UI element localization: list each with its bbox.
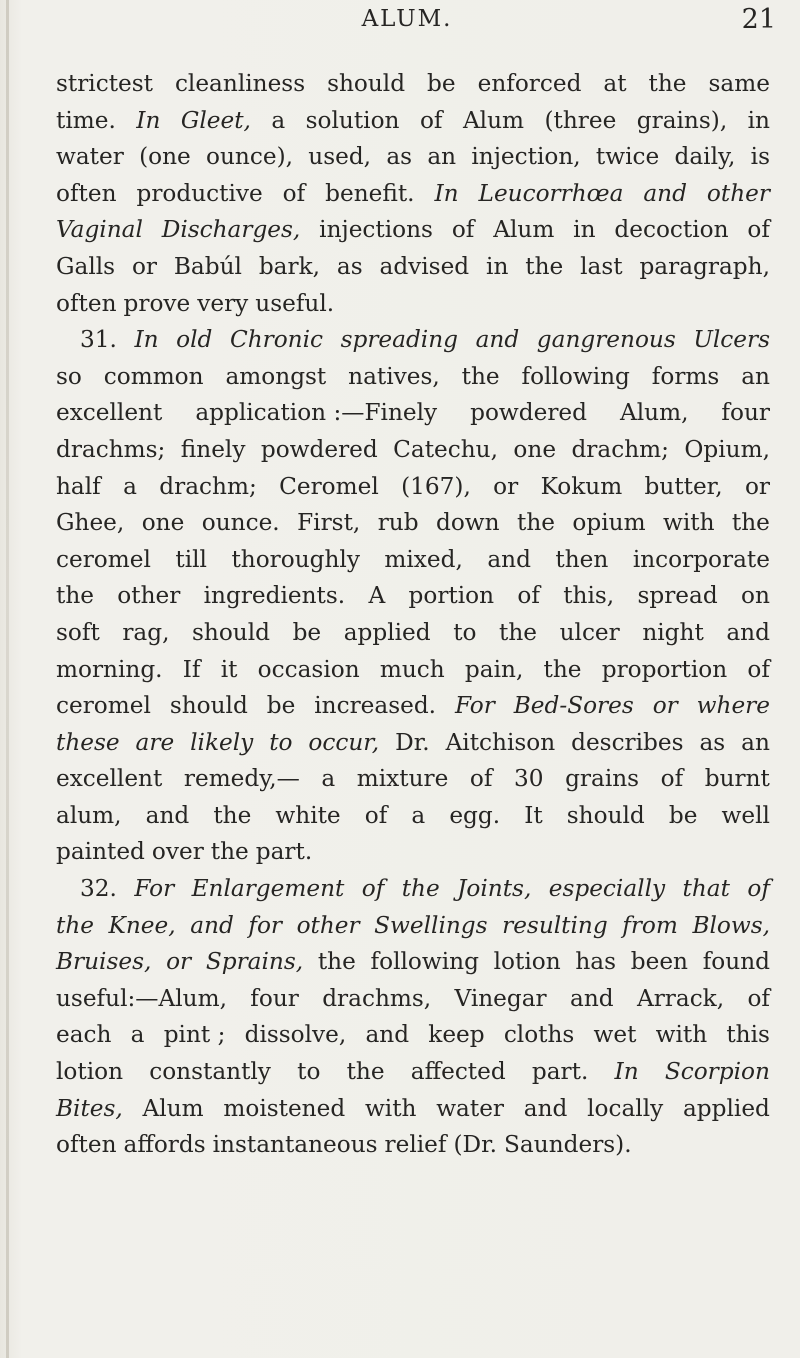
word: be — [266, 692, 296, 720]
word: strictest — [56, 70, 153, 97]
word: excellent — [56, 399, 163, 427]
word: has — [575, 948, 617, 976]
text-line — [56, 322, 770, 359]
word: twice — [595, 143, 660, 171]
word: bark, — [258, 252, 321, 280]
text-line — [56, 212, 770, 249]
word: the — [56, 911, 94, 939]
word: a — [130, 1021, 145, 1049]
word: Ghee, — [56, 509, 125, 537]
word: paragraph, — [639, 252, 770, 280]
word: solution — [305, 106, 400, 134]
word: are — [135, 728, 175, 756]
word: the — [317, 948, 356, 976]
word: each — [56, 1021, 112, 1049]
text-line — [56, 395, 770, 432]
word: Knee, — [108, 911, 176, 939]
word: Blows, — [692, 911, 770, 939]
word: likely — [190, 728, 254, 756]
word: 31. — [80, 326, 117, 354]
word: the — [401, 875, 440, 903]
word: in — [573, 216, 596, 244]
word: excellent — [56, 765, 163, 793]
text-line — [56, 798, 770, 835]
page-number: 21 — [741, 4, 776, 35]
word: useful. — [255, 289, 335, 317]
word: other — [296, 911, 360, 939]
text-line — [56, 871, 770, 908]
word: butter, — [644, 472, 723, 500]
word: four — [721, 399, 770, 427]
word: egg. — [449, 801, 501, 829]
word: Leucorrhœa — [478, 179, 624, 207]
word: and — [523, 1094, 568, 1122]
word: at — [603, 70, 627, 97]
word: water — [56, 143, 124, 171]
word: Saunders). — [504, 1131, 632, 1159]
word: over — [151, 838, 204, 866]
word: Bed-Sores — [513, 692, 634, 720]
word: wet — [593, 1021, 637, 1049]
word: Enlargement — [191, 875, 345, 903]
word: and — [643, 179, 687, 207]
word: of — [364, 801, 388, 829]
word: the — [731, 509, 770, 537]
word: and — [145, 801, 190, 829]
word: these — [56, 728, 120, 756]
word: affected — [410, 1058, 506, 1086]
word: a — [271, 106, 286, 134]
text-line — [56, 249, 770, 286]
word: of — [747, 984, 770, 1012]
word: in — [747, 106, 770, 134]
word: powdered — [470, 399, 587, 427]
word: well — [721, 801, 770, 829]
word: Bites, — [56, 1094, 123, 1122]
word: the — [525, 252, 564, 280]
word: opium — [572, 509, 646, 537]
word: In — [136, 106, 161, 134]
word: to — [269, 728, 293, 756]
word: Alum — [493, 216, 555, 244]
word: Alum — [462, 106, 525, 134]
word: drachm; — [571, 435, 669, 463]
word: (three — [544, 106, 617, 134]
word: moistened — [223, 1094, 346, 1122]
word: of — [517, 582, 540, 610]
word: of — [451, 216, 475, 244]
text-line — [56, 615, 770, 652]
word: the — [543, 655, 582, 683]
word: 32. — [80, 875, 117, 903]
word: should — [169, 692, 248, 720]
word: of — [747, 216, 770, 244]
text-line — [56, 1054, 770, 1091]
word: of — [747, 655, 770, 683]
word: Vaginal — [56, 216, 143, 244]
word: mixture — [356, 765, 449, 793]
body-text — [56, 66, 770, 1164]
word: daily, — [674, 143, 736, 171]
word: following — [521, 362, 630, 390]
word: ceromel — [56, 545, 151, 573]
word: Opium, — [684, 435, 770, 463]
word: morning. — [56, 655, 163, 683]
word: as — [699, 728, 726, 756]
word: so — [56, 362, 82, 390]
word: of — [660, 765, 684, 793]
word: affords — [123, 1131, 206, 1159]
word: instantaneous — [212, 1131, 378, 1159]
word: alum, — [56, 801, 122, 829]
text-line — [56, 103, 770, 140]
word: to — [453, 618, 477, 646]
word: white — [275, 801, 341, 829]
word: an — [741, 362, 770, 390]
text-line — [56, 286, 770, 323]
word: as — [336, 252, 363, 280]
word: and — [190, 911, 234, 939]
word: Alum, — [619, 399, 689, 427]
word: of — [419, 106, 443, 134]
word: resulting — [502, 911, 608, 939]
word: and — [726, 618, 770, 646]
word: Dr. — [395, 728, 430, 756]
word: often — [56, 179, 117, 207]
word: one — [141, 509, 185, 537]
word: this — [726, 1021, 770, 1049]
word: pint ; — [163, 1021, 226, 1049]
word: Swellings — [374, 911, 488, 939]
word: Catechu, — [393, 435, 498, 463]
word: Gleet, — [180, 106, 251, 134]
word: thoroughly — [231, 545, 360, 573]
word: soft — [56, 618, 100, 646]
word: Chronic — [229, 326, 324, 354]
word: For — [454, 692, 495, 720]
word: keep — [428, 1021, 485, 1049]
text-line — [56, 505, 770, 542]
text-line — [56, 176, 770, 213]
text-line — [56, 834, 770, 871]
word: time. — [56, 106, 116, 134]
word: relief — [384, 1131, 447, 1159]
word: with — [655, 1021, 708, 1049]
text-line — [56, 1127, 770, 1164]
word: often — [56, 1131, 117, 1159]
word: lotion — [493, 948, 561, 976]
text-line — [56, 725, 770, 762]
word: with — [364, 1094, 417, 1122]
word: till — [175, 545, 207, 573]
text-line — [56, 432, 770, 469]
word: lotion — [56, 1058, 124, 1086]
word: Arrack, — [636, 984, 725, 1012]
word: spreading — [340, 326, 459, 354]
word: same — [708, 70, 770, 97]
word: of — [282, 179, 306, 207]
word: much — [379, 655, 445, 683]
word: rag, — [122, 618, 170, 646]
word: part. — [531, 1058, 589, 1086]
word: down — [436, 509, 500, 537]
word: as — [386, 143, 413, 171]
text-line — [56, 761, 770, 798]
word: burnt — [704, 765, 770, 793]
text-line — [56, 542, 770, 579]
word: enforced — [477, 70, 582, 97]
word: locally — [587, 1094, 664, 1122]
word: and — [570, 984, 614, 1012]
word: common — [103, 362, 204, 390]
word: or — [131, 252, 158, 280]
word: a — [321, 765, 336, 793]
word: ounce), — [206, 143, 293, 171]
word: productive — [136, 179, 263, 207]
word: be — [292, 618, 322, 646]
word: Vinegar — [454, 984, 547, 1012]
word: mixed, — [384, 545, 463, 573]
running-title: ALUM. — [361, 6, 453, 32]
word: or — [493, 472, 519, 500]
word: the — [648, 70, 687, 97]
word: pain, — [464, 655, 524, 683]
word: it — [220, 655, 238, 683]
text-line — [56, 139, 770, 176]
word: drachm; — [159, 472, 257, 500]
word: Sprains, — [205, 948, 304, 976]
word: (one — [139, 143, 191, 171]
word: First, — [297, 509, 361, 537]
word: natives, — [348, 362, 440, 390]
word: It — [524, 801, 543, 829]
word: a — [411, 801, 426, 829]
word: (Dr. — [453, 1131, 498, 1159]
word: spread — [637, 582, 718, 610]
word: night — [642, 618, 704, 646]
word: a — [123, 472, 137, 500]
word: of — [747, 875, 770, 903]
word: occur, — [308, 728, 380, 756]
word: Kokum — [540, 472, 623, 500]
word: incorporate — [632, 545, 770, 573]
word: been — [630, 948, 688, 976]
word: then — [555, 545, 609, 573]
word: where — [696, 692, 770, 720]
word: Joints, — [457, 875, 532, 903]
word: finely — [180, 435, 246, 463]
word: In — [434, 179, 459, 207]
word: and — [487, 545, 531, 573]
text-line — [56, 359, 770, 396]
word: four — [250, 984, 299, 1012]
word: the — [210, 838, 249, 866]
word: ingredients. — [203, 582, 346, 610]
word: applied — [343, 618, 431, 646]
word: is — [750, 143, 770, 171]
word: especially — [548, 875, 666, 903]
word: 30 — [514, 765, 544, 793]
word: water — [436, 1094, 504, 1122]
word: or — [166, 948, 192, 976]
text-line — [56, 469, 770, 506]
text-line — [56, 688, 770, 725]
word: the — [56, 582, 94, 610]
word: ulcer — [559, 618, 620, 646]
word: on — [741, 582, 770, 610]
word: amongst — [225, 362, 327, 390]
word: part. — [255, 838, 313, 866]
word: the — [346, 1058, 385, 1086]
word: drachms; — [56, 435, 166, 463]
word: remedy,— — [183, 765, 300, 793]
word: injection, — [471, 143, 581, 171]
word: of — [361, 875, 385, 903]
text-line — [56, 66, 770, 103]
word: Bruises, — [56, 948, 152, 976]
text-line — [56, 1091, 770, 1128]
word: be — [668, 801, 698, 829]
word: very — [197, 289, 249, 317]
text-line — [56, 578, 770, 615]
text-line — [56, 944, 770, 981]
word: used, — [308, 143, 372, 171]
word: one — [513, 435, 557, 463]
word: old — [176, 326, 213, 354]
word: gangrenous — [536, 326, 676, 354]
word: or — [744, 472, 770, 500]
word: portion — [408, 582, 495, 610]
word: the — [213, 801, 252, 829]
word: should — [566, 801, 645, 829]
word: the — [517, 509, 555, 537]
word: Alum — [142, 1094, 204, 1122]
word: the — [461, 362, 500, 390]
word: advised — [379, 252, 470, 280]
word: occasion — [257, 655, 360, 683]
word: In — [614, 1058, 639, 1086]
word: If — [182, 655, 201, 683]
word: following — [370, 948, 479, 976]
word: A — [368, 582, 386, 610]
word: Ceromel — [279, 472, 379, 500]
word: other — [706, 179, 770, 207]
text-line — [56, 981, 770, 1018]
word: applied — [682, 1094, 770, 1122]
word: last — [580, 252, 623, 280]
word: that — [682, 875, 730, 903]
word: of — [469, 765, 493, 793]
word: Discharges, — [161, 216, 301, 244]
word: (167), — [401, 472, 471, 500]
word: cleanliness — [174, 70, 306, 97]
word: should — [192, 618, 271, 646]
word: in — [486, 252, 509, 280]
word: often — [56, 289, 117, 317]
word: Scorpion — [664, 1058, 770, 1086]
word: injections — [319, 216, 433, 244]
word: dissolve, — [244, 1021, 347, 1049]
word: an — [741, 728, 770, 756]
text-line — [56, 652, 770, 689]
word: grains — [565, 765, 640, 793]
text-line — [56, 1017, 770, 1054]
word: this, — [563, 582, 615, 610]
word: For — [134, 875, 175, 903]
binding-edge — [6, 0, 9, 1358]
word: In — [134, 326, 159, 354]
word: benefit. — [325, 179, 415, 207]
word: powdered — [260, 435, 378, 463]
word: and — [365, 1021, 410, 1049]
word: Ulcers — [693, 326, 770, 354]
word: Aitchison — [445, 728, 556, 756]
word: painted — [56, 838, 145, 866]
word: be — [427, 70, 456, 97]
word: useful:—Alum, — [56, 984, 227, 1012]
word: the — [499, 618, 538, 646]
word: rub — [377, 509, 419, 537]
word: should — [327, 70, 406, 97]
word: grains), — [636, 106, 728, 134]
word: proportion — [601, 655, 728, 683]
word: describes — [571, 728, 684, 756]
word: or — [652, 692, 678, 720]
page-header — [0, 6, 800, 36]
word: for — [248, 911, 282, 939]
word: decoction — [614, 216, 729, 244]
word: forms — [651, 362, 720, 390]
word: ceromel — [56, 692, 151, 720]
word: cloths — [503, 1021, 575, 1049]
word: to — [297, 1058, 321, 1086]
word: application :—Finely — [195, 399, 438, 427]
word: found — [702, 948, 770, 976]
word: and — [475, 326, 520, 354]
word: from — [622, 911, 678, 939]
word: half — [56, 472, 101, 500]
word: Babúl — [173, 252, 242, 280]
word: Galls — [56, 252, 116, 280]
text-line — [56, 908, 770, 945]
word: drachms, — [322, 984, 432, 1012]
word: constantly — [149, 1058, 271, 1086]
word: prove — [123, 289, 191, 317]
word: other — [117, 582, 181, 610]
word: an — [427, 143, 457, 171]
word: with — [662, 509, 715, 537]
word: ounce. — [201, 509, 280, 537]
word: increased. — [314, 692, 437, 720]
